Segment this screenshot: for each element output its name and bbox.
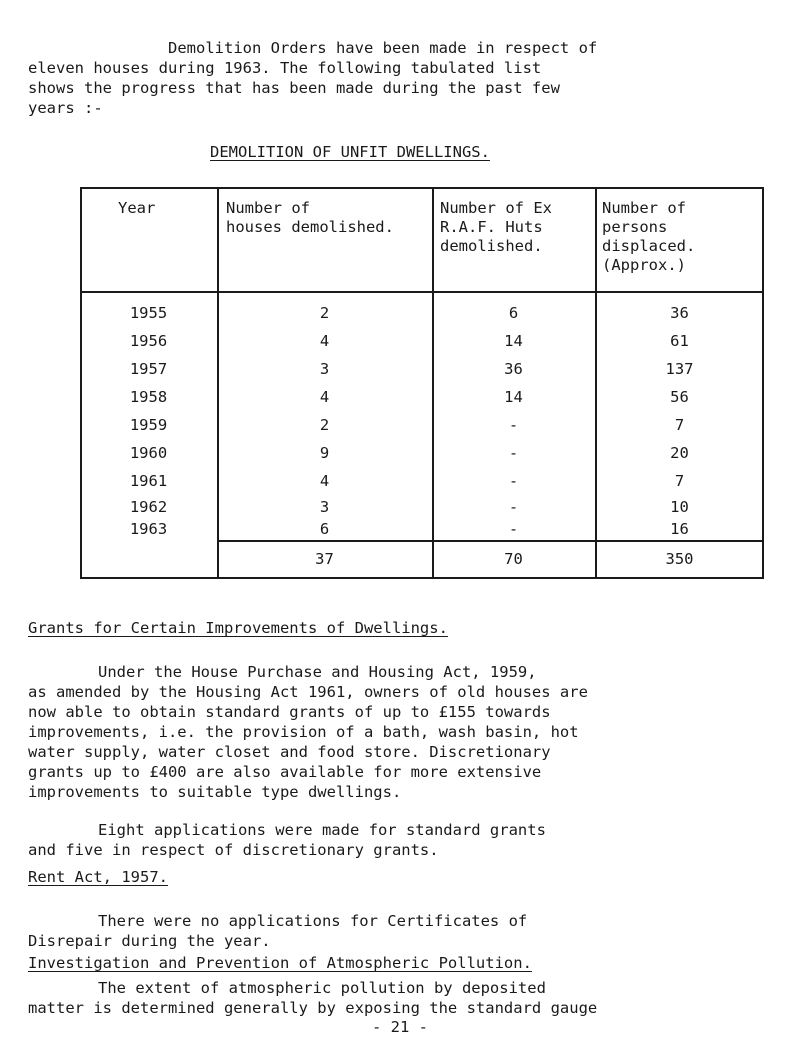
table-row: 1958 4 14 56 <box>129 388 689 406</box>
table-row: 1963 6 - 16 <box>129 520 689 538</box>
intro-line: Demolition Orders have been made in respect of <box>168 39 598 57</box>
table-row: 1961 4 - 7 <box>129 472 685 490</box>
pollution-line: The extent of atmospheric pollution by deposited <box>98 979 546 997</box>
grants-line: water supply, water closet and food store. Discretionary <box>28 743 551 761</box>
page-number: - 21 - <box>372 1018 428 1036</box>
intro-line: years :- <box>28 99 103 117</box>
grants-line: improvements to suitable type dwellings. <box>28 783 402 801</box>
grants-line: Under the House Purchase and Housing Act, 1959, <box>98 663 537 681</box>
rent-line: There were no applications for Certificates of <box>98 912 528 930</box>
pollution-line: matter is determined generally by exposing the standard gauge <box>28 999 598 1017</box>
grants-line: Eight applications were made for standard grants <box>98 821 546 839</box>
grants-applications-paragraph <box>28 820 788 860</box>
grants-heading: Grants for Certain Improvements of Dwellings. <box>28 619 448 637</box>
grants-line: grants up to £400 are also available for more extensive <box>28 763 542 781</box>
intro-line: shows the progress that has been made during the past few <box>28 79 560 97</box>
table-row: 1955 2 6 36 <box>129 304 689 322</box>
grants-line: and five in respect of discretionary grants. <box>28 841 439 859</box>
grants-line: now able to obtain standard grants of up to £155 towards <box>28 703 551 721</box>
pollution-heading: Investigation and Prevention of Atmospheric Pollution. <box>28 954 532 972</box>
pollution-paragraph <box>28 978 788 1018</box>
rent-act-paragraph <box>28 911 788 951</box>
grants-paragraph <box>28 662 788 802</box>
header-year: Year <box>118 199 156 217</box>
rent-act-heading: Rent Act, 1957. <box>28 868 168 886</box>
intro-paragraph <box>28 38 788 118</box>
header-huts: Number of Ex R.A.F. Huts demolished. <box>440 199 552 255</box>
table-row: 1962 3 - 10 <box>129 498 689 516</box>
table-row: 1960 9 - 20 <box>129 444 689 462</box>
table-title: DEMOLITION OF UNFIT DWELLINGS. <box>210 143 490 161</box>
demolition-table: Year Number of houses demolished. Number of Ex R.A.F. Huts demolished. Number of persons displaced. (Approx.) 1955 2 6 36 1956 4 14 61 1957 3 36 137 1958 4 14 56 1959 2 - 7 1960 9 - 20 1961 4 - 7 1962 3 - 10 1963 6 - 16 37 70 350 <box>80 187 764 579</box>
table-row: 1956 4 14 61 <box>129 332 689 350</box>
table-row: 1959 2 - 7 <box>129 416 685 434</box>
header-persons: Number of persons displaced. (Approx.) <box>602 199 696 274</box>
grants-line: as amended by the Housing Act 1961, owners of old houses are <box>28 683 588 701</box>
intro-line: eleven houses during 1963. The following tabulated list <box>28 59 542 77</box>
table-row: 1957 3 36 137 <box>129 360 694 378</box>
header-houses: Number of houses demolished. <box>226 199 394 236</box>
rent-line: Disrepair during the year. <box>28 932 271 950</box>
grants-line: improvements, i.e. the provision of a bath, wash basin, hot <box>28 723 579 741</box>
